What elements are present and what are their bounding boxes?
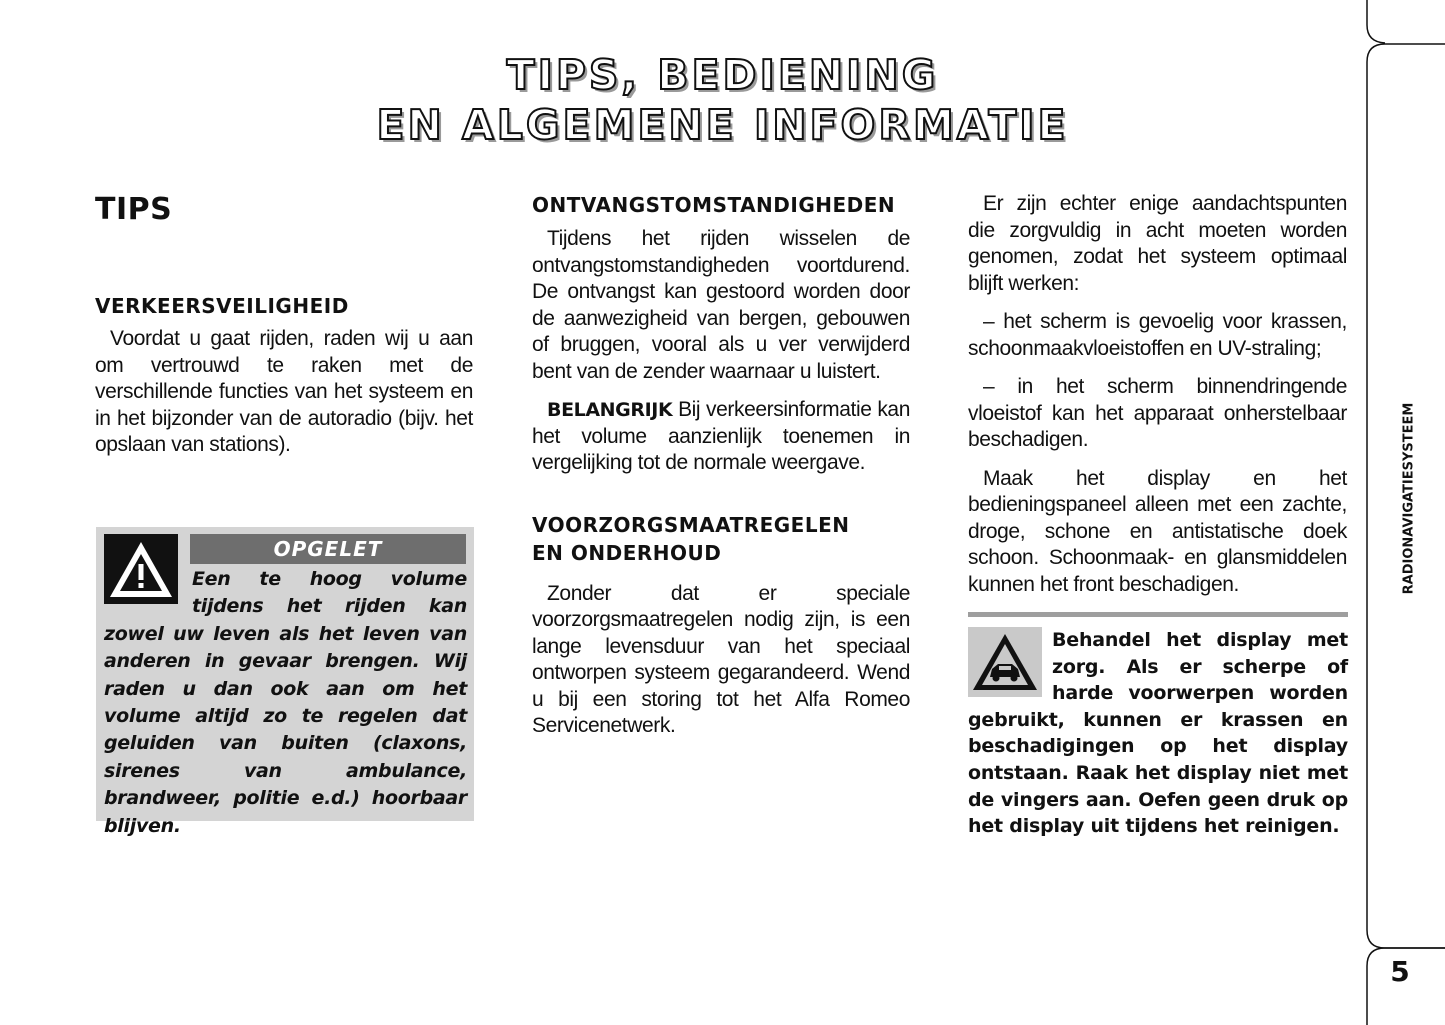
page-number: 5 xyxy=(1390,955,1410,988)
paragraph-onderhoud: Zonder dat er speciale voorzorgsmaatregelen nodig zijn, is een lange levensduur van het speciaal ontworpen systeem gegarandeerd. Wend u bij een storing tot het Alfa Romeo Servicenetwerk. xyxy=(532,581,910,737)
heading-verkeersveiligheid: VERKEERSVEILIGHEID xyxy=(95,294,349,318)
bullet-krassen: – het scherm is gevoelig voor krassen, schoonmaakvloeistoffen en UV-straling; xyxy=(968,310,1347,360)
paragraph-schoonmaken: Maak het display en het bedieningspaneel alleen met een zachte, droge, schone en antistatische doek schoon. Schoonmaak- en glansmiddelen kunnen het front beschadigen. xyxy=(968,466,1347,596)
column-middle xyxy=(532,185,910,752)
title-line-1: TIPS, BEDIENING xyxy=(506,51,939,99)
paragraph-verkeersveiligheid: Voordat u gaat rijden, raden wij u aan om vertrouwd te raken met de verschillende functies van het systeem en in het bijzonder van de autoradio (bijv. het opslaan van stations). xyxy=(95,327,473,456)
warning-box xyxy=(96,527,474,837)
heading-voorzorgsmaatregelen: VOORZORGSMAATREGELEN EN ONDERHOUD xyxy=(532,512,850,565)
car-triangle-icon xyxy=(968,627,1042,697)
section-title-tips: TIPS xyxy=(95,192,173,227)
paragraph-ontvangst: Tijdens het rijden wisselen de ontvangstomstandigheden voortdurend. De ontvangst kan gestoord worden door de aanwezigheid van bergen, gebouwen of bruggen, vooral als u ver verwijderd bent van de zender waarnaar u luistert. xyxy=(532,227,910,383)
paragraph-aandachtspunten: Er zijn echter enige aandachtspunten die zorgvuldig in acht moeten worden genomen, zodat het systeem optimaal blijft werken: xyxy=(968,192,1347,295)
page-title xyxy=(0,50,1445,150)
paragraph-belangrijk xyxy=(532,397,910,477)
important-label: BELANGRIJK xyxy=(547,399,673,421)
column-left xyxy=(95,185,473,471)
note-text: Behandel het display met zorg. Als er scherpe of harde voorwerpen worden gebruikt, kunnen er krassen en beschadigingen op het display ontstaan. Raak het display niet met de vingers aan. Oefen geen druk op het display uit tijdens het reinigen. xyxy=(968,629,1348,838)
bullet-vloeistof: – in het scherm binnendringende vloeistof kan het apparaat onherstelbaar beschadigen. xyxy=(968,375,1347,451)
heading-ontvangstomstandigheden: ONTVANGSTOMSTANDIGHEDEN xyxy=(532,193,896,217)
warning-label: OPGELET xyxy=(190,534,466,564)
note-box xyxy=(968,612,1348,840)
column-right xyxy=(968,185,1347,610)
important-text: Bij verkeersinformatie kan het volume aanzienlijk toenemen in vergelijking tot de normale weergave. xyxy=(532,398,910,474)
side-tab-label: RADIONAVIGATIESYSTEEM xyxy=(1401,402,1417,594)
warning-text: Een te hoog volume tijdens het rijden kan zowel uw leven als het leven van anderen in gevaar brengen. Wij raden u dan ook aan om het volume altijd zo te regelen dat geluiden van buiten (claxons, sirenes van ambulance, brandweer, politie e.d.) hoorbaar blijven. xyxy=(104,568,467,837)
title-line-2: EN ALGEMENE INFORMATIE xyxy=(376,101,1069,149)
